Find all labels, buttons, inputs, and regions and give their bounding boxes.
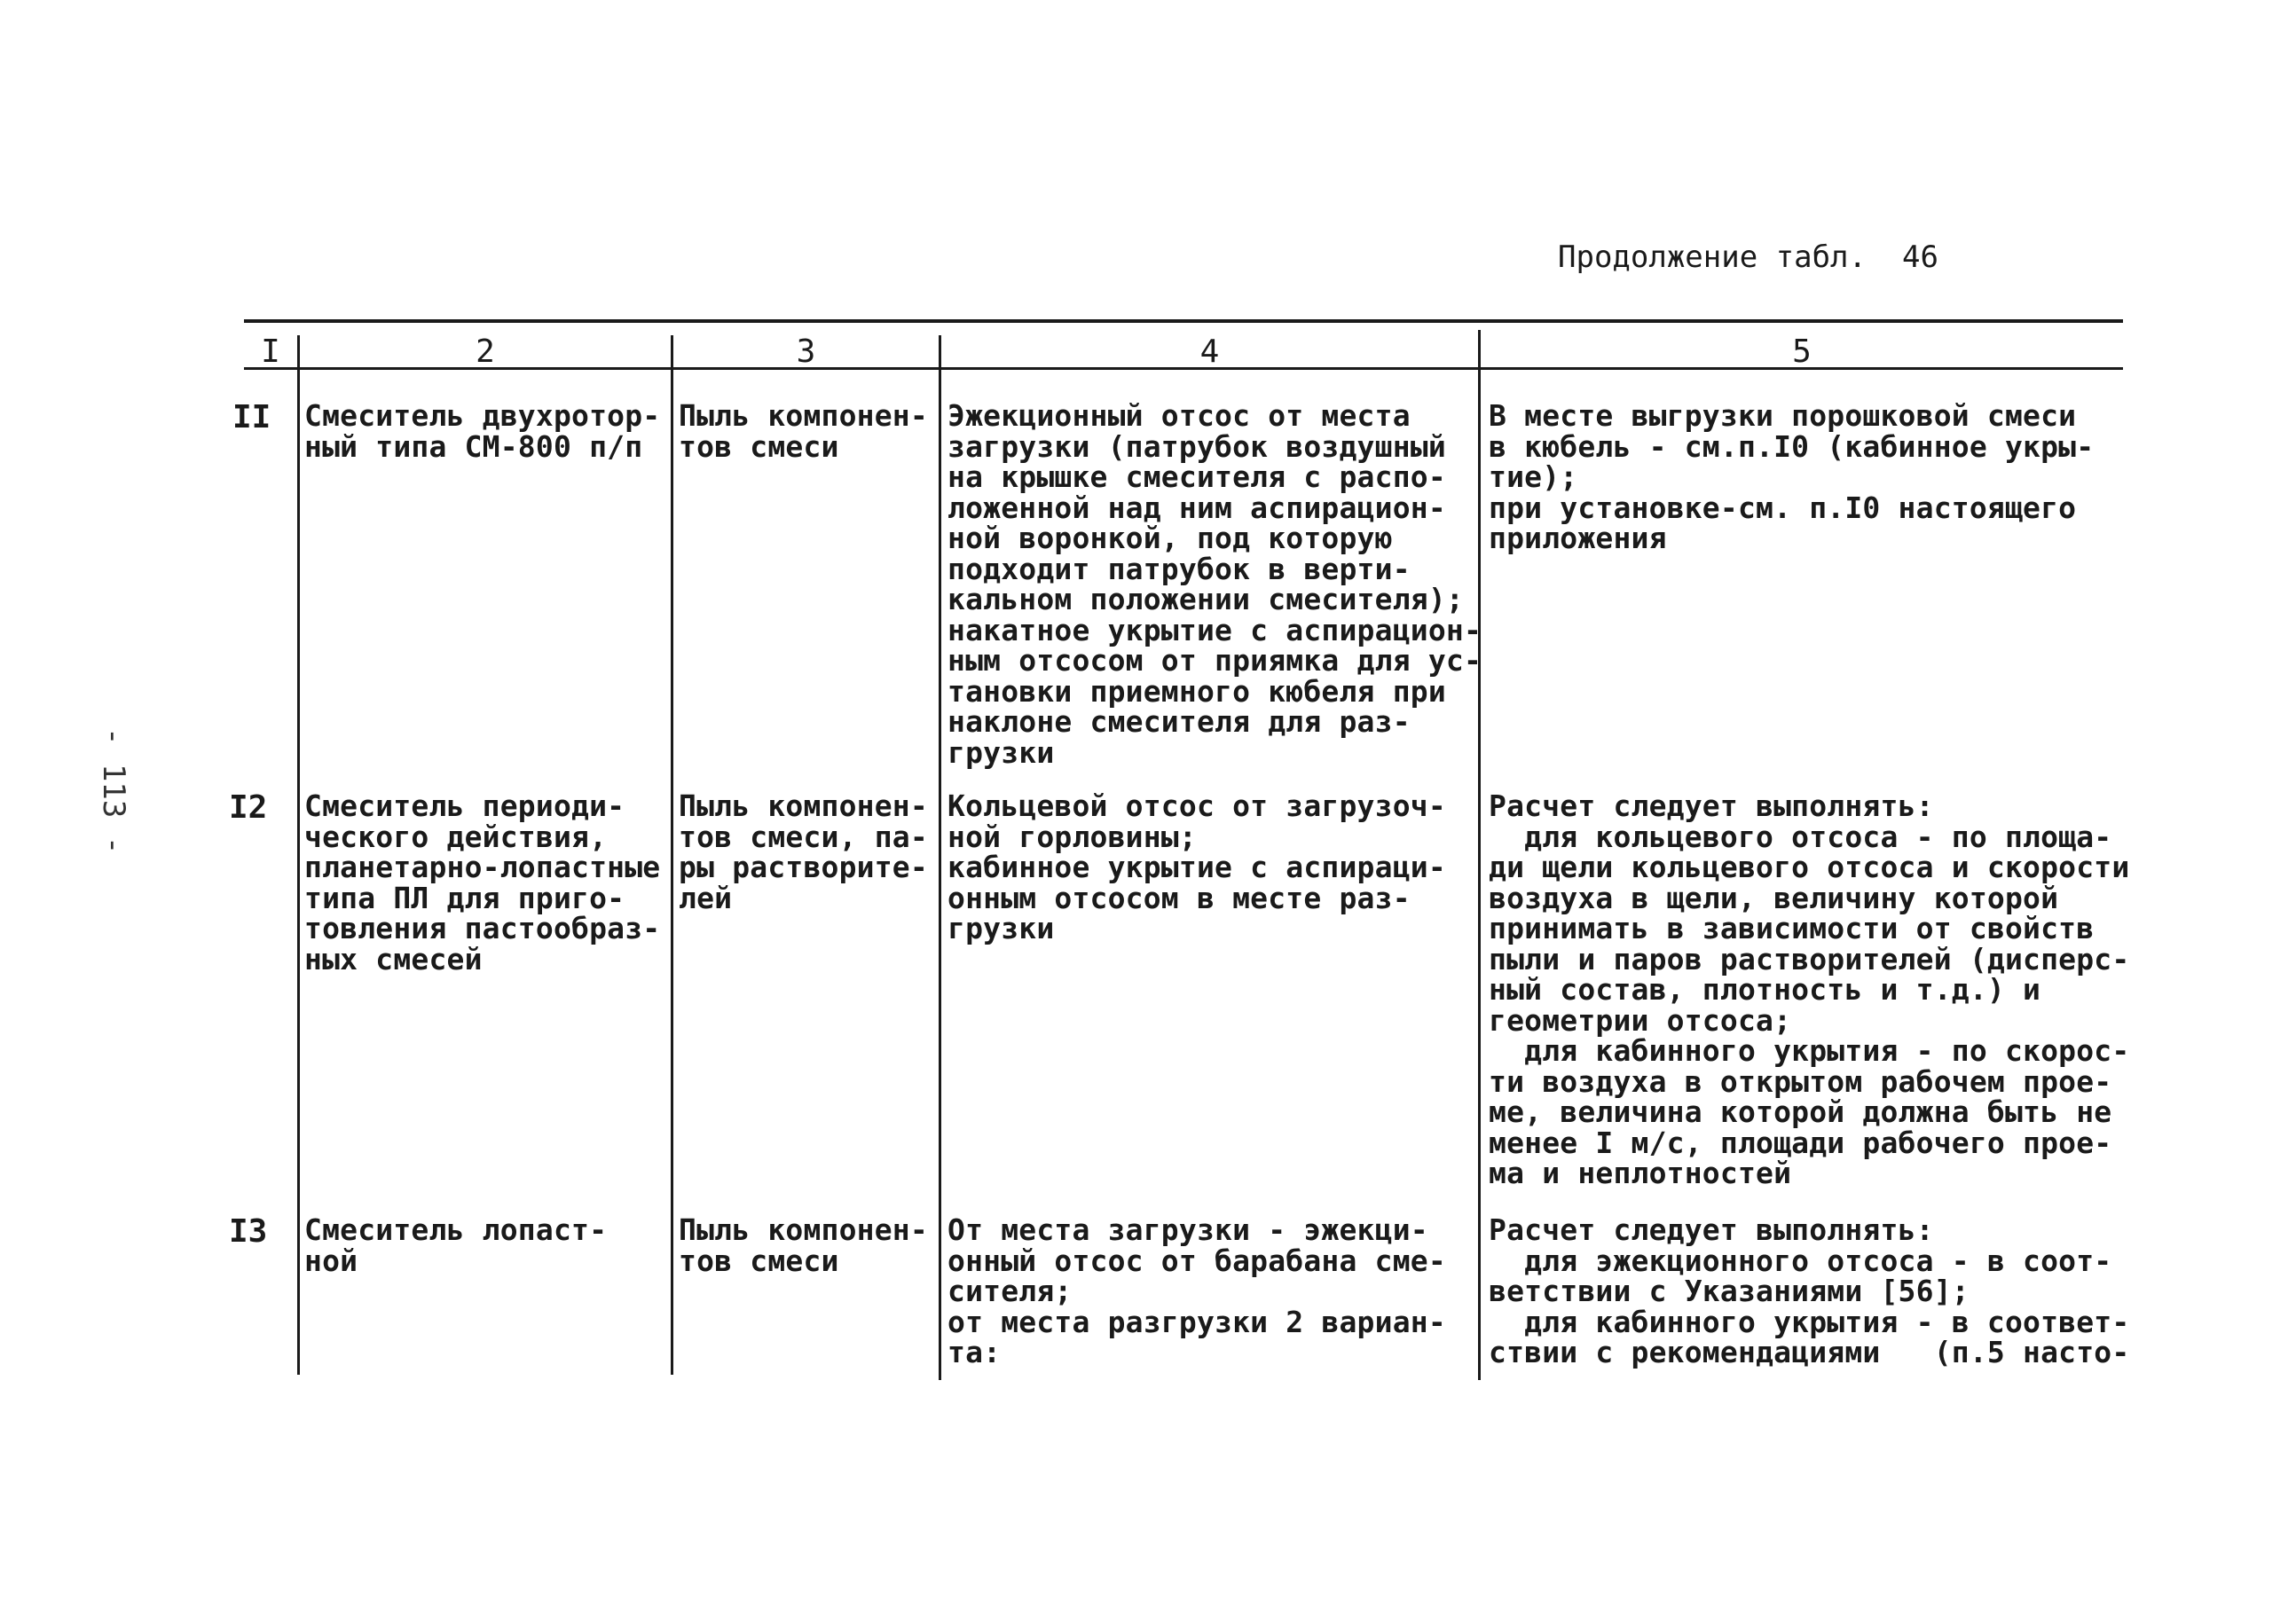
row-3-equipment: Смеситель лопаст- ной <box>304 1212 608 1278</box>
row-3-local-exhaust: От места загрузки - эжекци- онный отсос от барабана сме- сителя; от места разгрузки 2 вариан- та: <box>947 1212 1446 1369</box>
column-divider-2 <box>671 335 673 1375</box>
table-number: 46 <box>1902 239 1938 275</box>
row-2-pollutant: Пыль компонен- тов смеси, па- ры растворите- лей <box>679 788 928 915</box>
heading-caption: Продолжение табл. <box>1558 239 1867 275</box>
row-1-equipment: Смеситель двухротор- ный типа СМ-800 п/п <box>304 398 661 464</box>
row-3-pollutant: Пыль компонен- тов смеси <box>679 1212 928 1278</box>
column-header-4: 4 <box>1199 333 1220 370</box>
row-number: I2 <box>229 789 268 826</box>
column-header-2: 2 <box>476 333 495 370</box>
row-number: I3 <box>229 1213 268 1250</box>
row-1-pollutant: Пыль компонен- тов смеси <box>679 398 928 464</box>
column-header-1: I <box>261 333 280 370</box>
row-3-calculation-notes: Расчет следует выполнять: для эжекционного отсоса - в соот- ветствии с Указаниями [56]; для кабинного укрытия - в соответ- ствии с рекомендациями (п.5 насто- <box>1489 1212 2130 1369</box>
row-number: II <box>232 399 271 435</box>
column-divider-3 <box>939 335 941 1380</box>
row-2-equipment: Смеситель периоди- ческого действия, планетарно-лопастные типа ПЛ для приго- товления пастообраз- ных смесей <box>304 788 661 977</box>
side-page-number: - 113 - <box>96 727 131 855</box>
row-2-calculation-notes: Расчет следует выполнять: для кольцевого отсоса - по площа- ди щели кольцевого отсоса и скорости воздуха в щели, величину которой принимать в зависимости от свойств пыли и паров растворителей (дисперс- ный состав, плотность и т.д.) и геометрии отсоса; для кабинного укрытия - по скорос- ти воздуха в открытом рабочем прое- ме, величина которой должна быть не менее I м/с, площади рабочего прое- ма и неплотностей <box>1489 788 2130 1190</box>
column-divider-1 <box>297 335 300 1375</box>
top-rule <box>244 319 2123 323</box>
row-1-calculation-notes: В месте выгрузки порошковой смеси в кюбель - см.п.I0 (кабинное укры- тие); при установке-см. п.I0 настоящего приложения <box>1489 398 2095 555</box>
table-continuation-heading <box>1558 239 1938 275</box>
column-header-3: 3 <box>796 333 816 370</box>
row-2-local-exhaust: Кольцевой отсос от загрузоч- ной горловины; кабинное укрытие с аспираци- онным отсосом в месте раз- грузки <box>947 788 1446 945</box>
column-header-5: 5 <box>1792 333 1812 370</box>
row-1-local-exhaust: Эжекционный отсос от места загрузки (патрубок воздушный на крышке смесителя с распо- ложенной над ним аспирацион- ной воронкой, под которую подходит патрубок в верти- кальном положении смесителя); накатное укрытие с аспирацион- ным отсосом от приямка для ус- тановки приемного кюбеля при наклоне смесителя для раз- грузки <box>947 398 1482 770</box>
